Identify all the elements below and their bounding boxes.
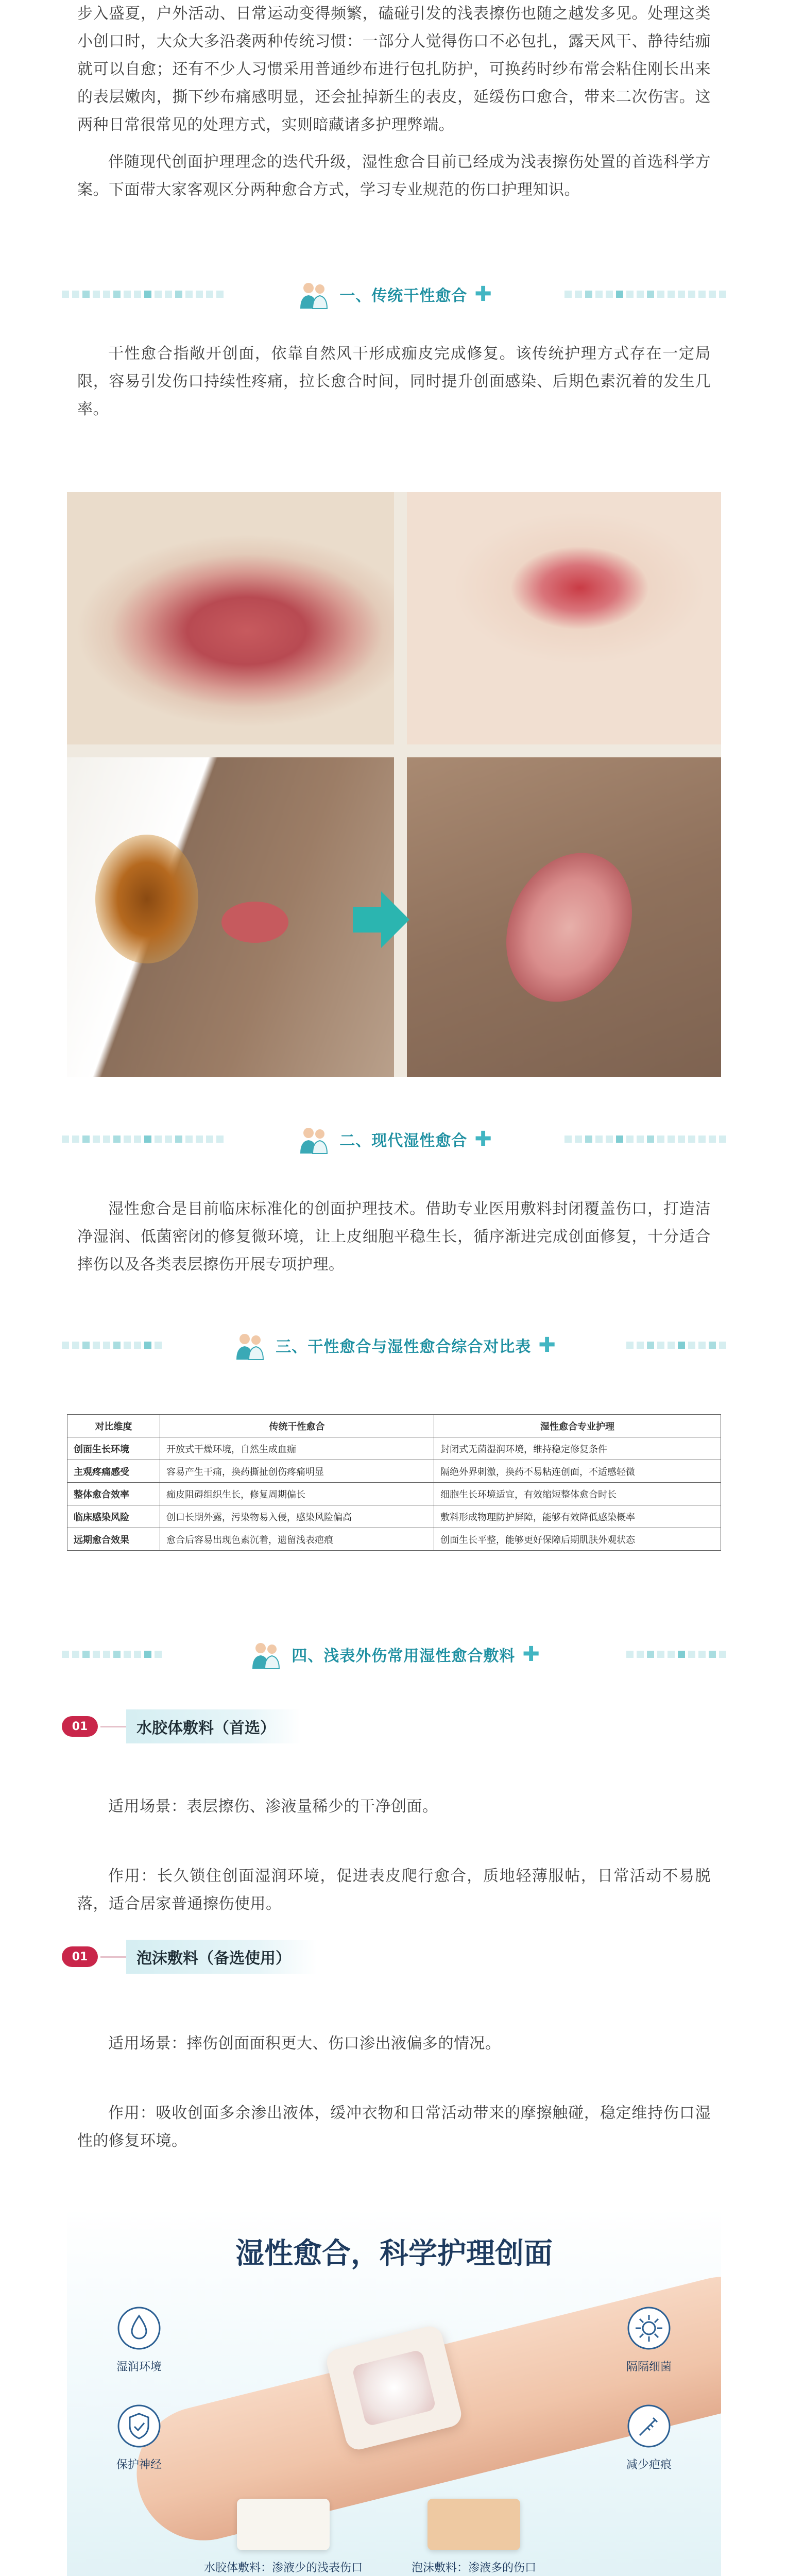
table-cell: 容易产生干痛，换药撕扯创伤疼痛明显: [160, 1460, 434, 1483]
plus-icon: ✚: [474, 282, 492, 306]
decor-dots: [62, 289, 232, 299]
table-row: [67, 1483, 721, 1505]
doctors-icon: [296, 1124, 332, 1155]
table-row: [67, 1437, 721, 1460]
table-cell: 细胞生长环境适宜，有效缩短整体愈合时长: [434, 1483, 721, 1505]
section-2-title: 二、现代湿性愈合: [339, 1132, 468, 1150]
decor-dots: [556, 289, 726, 299]
dressing-1-badge: 01: [62, 1716, 98, 1737]
table-cell: 封闭式无菌湿润环境，维持稳定修复条件: [434, 1437, 721, 1460]
sample-label-hydrocolloid: 水胶体敷料：渗液少的浅表伤口: [203, 2562, 363, 2574]
table-row: [67, 1528, 721, 1551]
section-1-header: [62, 270, 726, 318]
dressing-1-name: 水胶体敷料（首选）: [126, 1709, 301, 1743]
feature-nerve: [88, 2403, 191, 2472]
decor-dots: [62, 1649, 232, 1659]
feature-moist: [88, 2306, 191, 2374]
table-cell: 隔绝外界刺激，换药不易粘连创面，不适感轻微: [434, 1460, 721, 1483]
intro-paragraph-2: 伴随现代创面护理理念的迭代升级，湿性愈合目前已经成为浅表擦伤处置的首选科学方案。下面带大家客观区分两种愈合方式，学习专业规范的伤口护理知识。: [77, 153, 711, 199]
badge-connector: [100, 1956, 126, 1958]
photo-scraped-knee: [67, 492, 394, 744]
table-cell: 痂皮阻碍组织生长，修复周期偏长: [160, 1483, 434, 1505]
table-header-cell: 对比维度: [67, 1415, 160, 1437]
section-2-body: 湿性愈合是目前临床标准化的创面护理技术。借助专业医用敷料封闭覆盖伤口，打造洁净湿润、低菌密闭的修复微环境，让上皮细胞平稳生长，循序渐进完成创面修复，十分适合摔伤以及各类表层擦伤开展专项护理。: [77, 1200, 711, 1274]
photo-scratch-skin: [407, 492, 721, 744]
photo-healing-wound: [407, 757, 721, 1077]
table-cell: 开放式干燥环境，自然生成血痂: [160, 1437, 434, 1460]
section-3-title: 三、干性愈合与湿性愈合综合对比表: [276, 1338, 532, 1356]
dressing-2-effect: 作用：吸收创面多余渗出液体，缓冲衣物和日常活动带来的摩擦触碰，稳定维持伤口湿性的修复环境。: [77, 2104, 711, 2150]
decor-dots: [556, 1649, 726, 1659]
plus-icon: ✚: [522, 1642, 540, 1666]
section-2-header: [62, 1115, 726, 1163]
bacteria-icon: [626, 2306, 672, 2351]
section-1-body: 干性愈合指敞开创面，依靠自然风干形成痂皮完成修复。该传统护理方式存在一定局限，容易引发伤口持续性疼痛，拉长愈合时间，同时提升创面感染、后期色素沉着的发生几率。: [77, 345, 711, 418]
hydrocolloid-sample: [237, 2499, 330, 2550]
dressing-2-name: 泡沫敷料（备选使用）: [126, 1940, 317, 1974]
decor-dots: [556, 1134, 726, 1144]
dressing-1-scene: 适用场景：表层擦伤、渗液量稀少的干净创面。: [108, 1798, 438, 1816]
table-header-row: [67, 1415, 721, 1437]
section-3-header: [62, 1321, 726, 1369]
doctors-icon: [296, 279, 332, 310]
dressing-2-scene: 适用场景：摔伤创面面积更大、伤口渗出液偏多的情况。: [108, 2035, 501, 2053]
feature-label: 湿润环境: [116, 2361, 162, 2374]
feature-label: 隔隔细菌: [626, 2361, 672, 2374]
section-4-title: 四、浅表外伤常用湿性愈合敷料: [292, 1647, 516, 1665]
table-header-cell: 传统干性愈合: [160, 1415, 434, 1437]
decor-dots: [62, 1340, 232, 1350]
section-4-header: [62, 1631, 726, 1678]
poster-title: 湿性愈合，科学护理创面: [235, 2237, 553, 2269]
feature-label: 减少疤痕: [626, 2459, 672, 2471]
table-cell: 临床感染风险: [67, 1505, 160, 1528]
doctors-icon: [248, 1639, 284, 1670]
sample-label-foam: 泡沫敷料：渗液多的伤口: [411, 2562, 536, 2574]
table-header-cell: 湿性愈合专业护理: [434, 1415, 721, 1437]
table-cell: 主观疼痛感受: [67, 1460, 160, 1483]
plus-icon: ✚: [538, 1333, 556, 1357]
doctors-icon: [232, 1330, 268, 1361]
section-1-title: 一、传统干性愈合: [339, 287, 468, 305]
badge-connector: [100, 1726, 126, 1727]
arrow-icon: [350, 889, 412, 951]
dressing-2-badge: 01: [62, 1946, 98, 1967]
table-cell: 远期愈合效果: [67, 1528, 160, 1551]
table-cell: 愈合后容易出现色素沉着，遗留浅表疤痕: [160, 1528, 434, 1551]
foam-sample: [427, 2499, 520, 2550]
table-cell: 整体愈合效率: [67, 1483, 160, 1505]
table-cell: 创面生长平整，能够更好保障后期肌肤外观状态: [434, 1528, 721, 1551]
intro-paragraph-1: 步入盛夏，户外活动、日常运动变得频繁，磕碰引发的浅表擦伤也随之越发多见。处理这类小创口时，大众大多沿袭两种传统习惯：一部分人觉得伤口不必包扎，露天风干、静待结痂就可以自愈；还有不少人习惯采用普通纱布进行包扎防护，可换药时纱布常会粘住刚长出来的表层嫩肉，撕下纱布痛感明显，还会扯掉新生的表皮，延缓伤口愈合，带来二次伤害。这两种日常很常见的处理方式，实则暗藏诸多护理弊端。: [77, 5, 711, 134]
syringe-icon: [626, 2403, 672, 2449]
table-row: [67, 1460, 721, 1483]
wet-healing-poster: [67, 2208, 721, 2576]
wound-photo-grid: [67, 492, 721, 1077]
feature-barrier: [597, 2306, 700, 2374]
decor-dots: [556, 1340, 726, 1350]
photo-gauze-elbow: [67, 757, 394, 1077]
feature-scar: [597, 2403, 700, 2472]
shield-icon: [116, 2403, 162, 2449]
dressing-1-effect: 作用：长久锁住创面湿润环境，促进表皮爬行愈合，质地轻薄服帖，日常活动不易脱落，适合居家普通擦伤使用。: [77, 1867, 711, 1913]
moisture-icon: [116, 2306, 162, 2351]
table-cell: 创面生长环境: [67, 1437, 160, 1460]
table-cell: 创口长期外露，污染物易入侵，感染风险偏高: [160, 1505, 434, 1528]
plus-icon: ✚: [474, 1127, 492, 1151]
table-cell: 敷料形成物理防护屏障，能够有效降低感染概率: [434, 1505, 721, 1528]
decor-dots: [62, 1134, 232, 1144]
table-row: [67, 1505, 721, 1528]
comparison-table: [67, 1414, 721, 1551]
feature-label: 保护神经: [116, 2459, 162, 2471]
